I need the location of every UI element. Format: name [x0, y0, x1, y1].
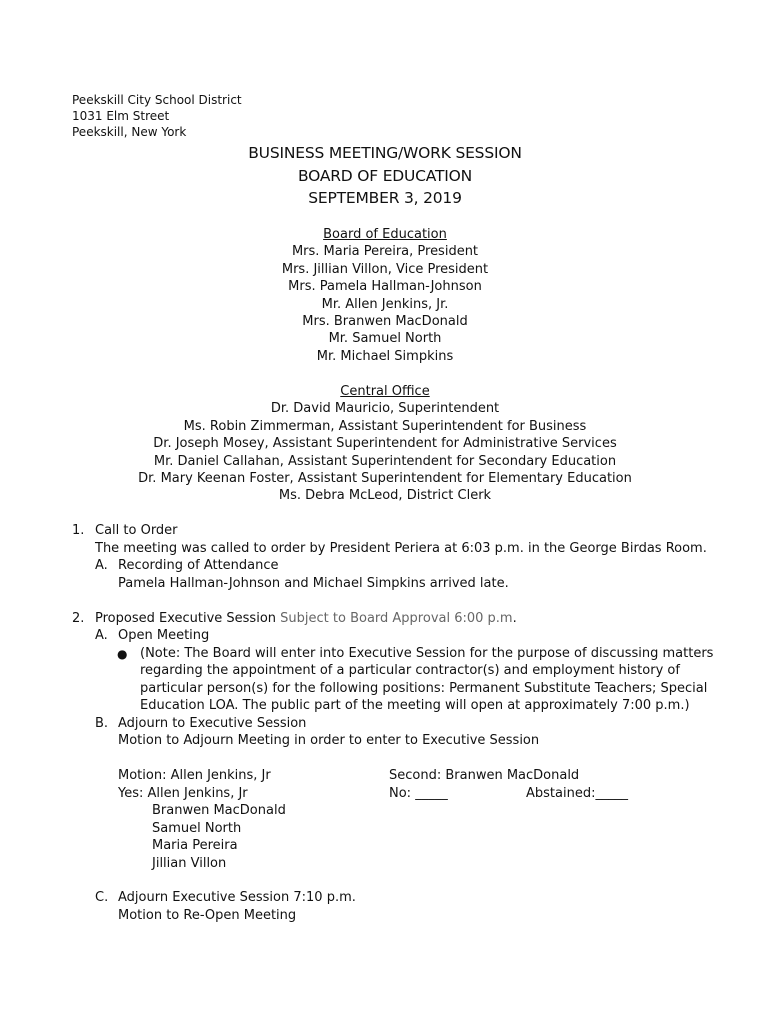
central-office-member: Ms. Robin Zimmerman, Assistant Superintendent for Business — [183, 418, 587, 434]
central-office-member: Dr. Mary Keenan Foster, Assistant Superintendent for Elementary Education — [138, 471, 632, 487]
title-line-2: BOARD OF EDUCATION — [297, 166, 473, 185]
item-2b-title: Adjourn to Executive Session — [118, 716, 307, 731]
item-1a-text: Pamela Hallman-Johnson and Michael Simpkins arrived late. — [118, 576, 509, 591]
motion-by: Motion: Allen Jenkins, Jr — [118, 768, 271, 783]
district-street: 1031 Elm Street — [72, 109, 170, 123]
note-line: regarding the appointment of a particular contractor(s) and employment history of — [140, 663, 680, 678]
bullet-icon: ● — [117, 647, 128, 661]
item-2-period: . — [512, 611, 517, 626]
board-member: Mrs. Pamela Hallman-Johnson — [288, 279, 482, 295]
board-member: Mrs. Maria Pereira, President — [291, 244, 479, 260]
board-member: Mr. Michael Simpkins — [316, 348, 454, 364]
item-2-number: 2. — [72, 611, 85, 626]
item-2a-label: A. — [95, 628, 108, 643]
central-office-heading: Central Office — [340, 384, 430, 399]
title-line-3: SEPTEMBER 3, 2019 — [308, 189, 462, 207]
yes-voter: Maria Pereira — [152, 838, 238, 853]
central-office-member: Dr. Joseph Mosey, Assistant Superintendent for Administrative Services — [153, 436, 617, 452]
yes-voter: Jillian Villon — [152, 856, 227, 871]
item-1a-label: A. — [95, 558, 108, 573]
item-1-title: Call to Order — [95, 523, 178, 538]
item-2c-title: Adjourn Executive Session 7:10 p.m. — [118, 890, 356, 905]
central-office-member: Dr. David Mauricio, Superintendent — [270, 401, 500, 417]
item-1-number: 1. — [72, 523, 85, 538]
board-member: Mr. Samuel North — [328, 331, 442, 347]
district-address — [72, 92, 242, 140]
district-name: Peekskill City School District — [72, 93, 242, 107]
item-2c-text: Motion to Re-Open Meeting — [118, 908, 297, 923]
abstained-votes: Abstained:_____ — [526, 786, 628, 801]
item-2-subject: Subject to Board Approval 6:00 p.m — [280, 611, 513, 626]
central-office-member: Mr. Daniel Callahan, Assistant Superintendent for Secondary Education — [153, 453, 617, 469]
item-2-title: Proposed Executive Session — [95, 611, 277, 626]
board-member: Mr. Allen Jenkins, Jr. — [321, 296, 449, 312]
note-line: (Note: The Board will enter into Executive Session for the purpose of discussing matters — [140, 646, 714, 661]
item-2a-title: Open Meeting — [118, 628, 210, 643]
item-1-text: The meeting was called to order by President Periera at 6:03 p.m. in the George Birdas Room. — [95, 541, 707, 556]
item-1a-title: Recording of Attendance — [118, 558, 279, 573]
title-line-1: BUSINESS MEETING/WORK SESSION — [248, 144, 522, 162]
item-2b-label: B. — [95, 716, 109, 731]
central-office-member: Ms. Debra McLeod, District Clerk — [278, 488, 492, 504]
district-city: Peekskill, New York — [72, 125, 187, 139]
board-member: Mrs. Jillian Villon, Vice President — [281, 261, 489, 277]
board-heading: Board of Education — [323, 227, 447, 242]
item-2-heading — [95, 610, 517, 628]
no-votes: No: _____ — [389, 786, 448, 801]
yes-voter: Samuel North — [152, 821, 242, 836]
yes-votes: Yes: Allen Jenkins, Jr — [118, 786, 248, 801]
item-2b-motion-text: Motion to Adjourn Meeting in order to enter to Executive Session — [118, 733, 540, 748]
note-line: particular person(s) for the following positions: Permanent Substitute Teachers; Special — [140, 681, 708, 696]
note-line: Education LOA. The public part of the meeting will open at approximately 7:00 p.m.) — [140, 698, 690, 713]
board-member: Mrs. Branwen MacDonald — [302, 314, 468, 330]
central-office-section — [0, 383, 770, 505]
yes-voter: Branwen MacDonald — [152, 803, 286, 818]
second-by: Second: Branwen MacDonald — [389, 768, 580, 783]
document-title — [0, 142, 770, 210]
item-2c-label: C. — [95, 890, 109, 905]
board-of-education-section — [0, 226, 770, 365]
